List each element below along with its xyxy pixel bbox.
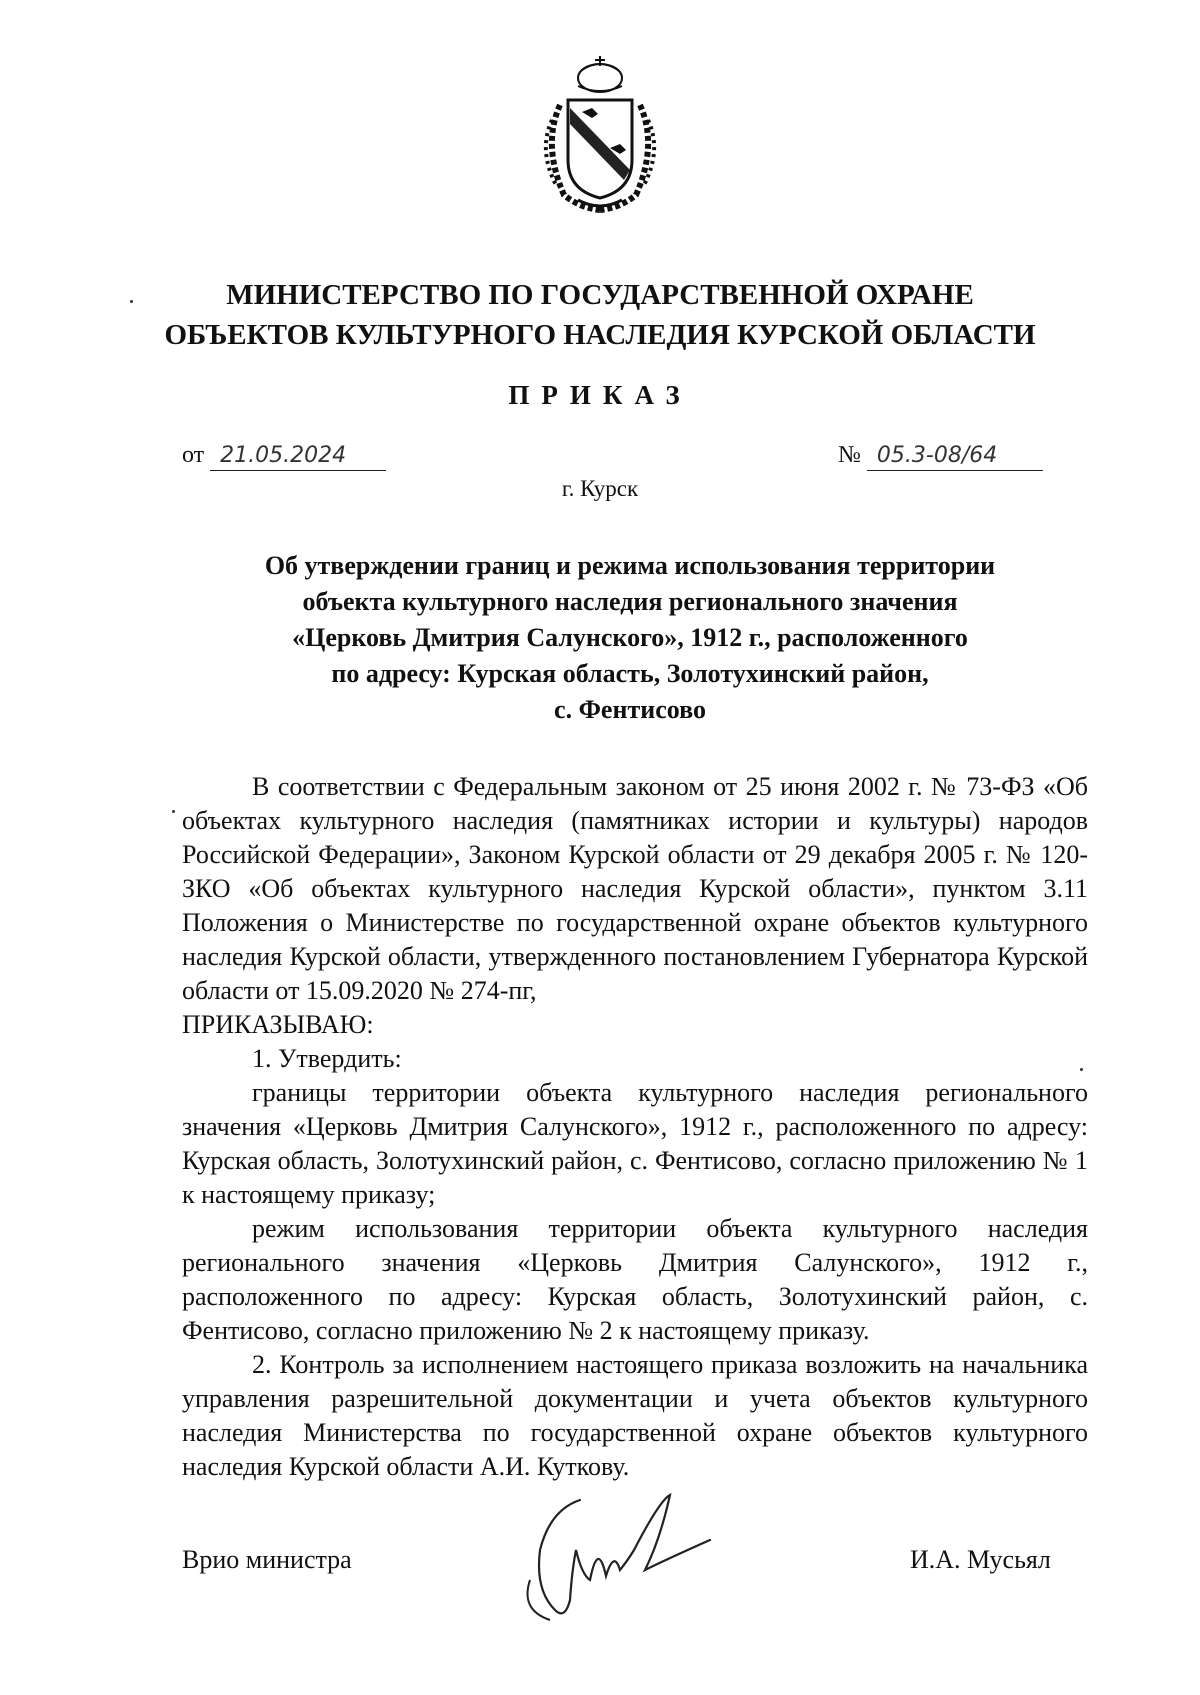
subject-line-4: по адресу: Курская область, Золотухинский район, xyxy=(331,659,929,688)
order-subject xyxy=(200,548,1060,728)
date-value: 21.05.2024 xyxy=(210,443,386,471)
order-word: ПРИКАЗЫВАЮ: xyxy=(182,1010,374,1039)
scan-speck xyxy=(172,810,175,813)
subject-line-5: с. Фентисово xyxy=(554,695,706,724)
item-1-boundaries: границы территории объекта культурного наследия регионального значения «Церковь Дмитрия Салунского», 1912 г., расположенного по адресу: Курская область, Золотухинский район, с. Фентисово, согласно приложению № 1 к настоящему приказу; xyxy=(182,1078,1088,1209)
subject-line-3: «Церковь Дмитрия Салунского», 1912 г., расположенного xyxy=(292,623,968,652)
item-1-regime: режим использования территории объекта культурного наследия регионального значения «Церковь Дмитрия Салунского», 1912 г., расположенного по адресу: Курская область, Золотухинский район, с. Фентисово, согласно приложению № 2 к настоящему приказу. xyxy=(182,1214,1088,1345)
number-prefix: № xyxy=(838,442,861,468)
signatory-name: И.А. Мусьял xyxy=(910,1545,1051,1574)
ministry-line-2: ОБЪЕКТОВ КУЛЬТУРНОГО НАСЛЕДИЯ КУРСКОЙ ОБЛАСТИ xyxy=(164,319,1036,351)
subject-line-2: объекта культурного наследия регионального значения xyxy=(302,587,958,616)
item-1-head: 1. Утвердить: xyxy=(252,1044,402,1073)
date-prefix: от xyxy=(182,442,205,468)
order-number xyxy=(838,442,1043,471)
city: г. Курск xyxy=(561,476,639,501)
order-date xyxy=(182,442,386,471)
ministry-name xyxy=(0,275,1200,355)
scan-speck xyxy=(1080,1068,1083,1071)
preamble: В соответствии с Федеральным законом от 25 июня 2002 г. № 73-ФЗ «Об объектах культурного наследия (памятниках истории и культуры) народов Российской Федерации», Законом Курской области от 29 декабря 2005 г. № 120-ЗКО «Об объектах культурного наследия Курской области», пунктом 3.11 Положения о Министерстве по государственной охране объектов культурного наследия Курской области, утвержденного постановлением Губернатора Курской области от 15.09.2020 № 274-пг, xyxy=(182,772,1088,1005)
scan-speck xyxy=(130,300,133,303)
signatory-role: Врио министра xyxy=(182,1545,352,1574)
number-value: 05.3-08/64 xyxy=(867,443,1043,471)
order-body xyxy=(182,770,1088,1484)
ministry-line-1: МИНИСТЕРСТВО ПО ГОСУДАРСТВЕННОЙ ОХРАНЕ xyxy=(226,279,974,311)
coat-of-arms-icon xyxy=(530,50,670,215)
document-type: ПРИКАЗ xyxy=(508,380,692,410)
subject-line-1: Об утверждении границ и режима использования территории xyxy=(264,551,996,580)
signature-icon xyxy=(510,1480,720,1630)
item-2-control: 2. Контроль за исполнением настоящего приказа возложить на начальника управления разрешительной документации и учета объектов культурного наследия Министерства по государственной охране объектов культурного наследия Курской области А.И. Куткову. xyxy=(182,1350,1088,1481)
